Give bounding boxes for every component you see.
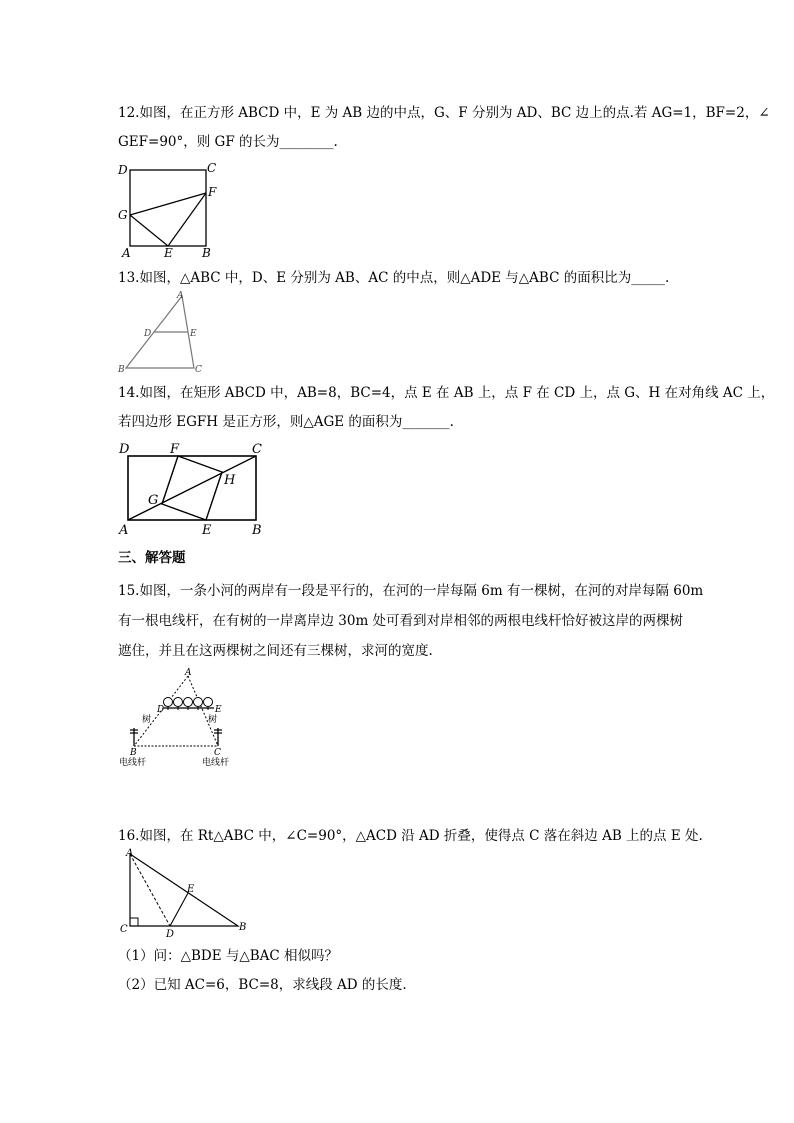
q15-pole-left [130, 728, 138, 746]
q15-sight-line-AC [188, 676, 218, 746]
q16-label-D: D [166, 929, 175, 940]
q15-label-tree-right: 树 [208, 715, 218, 725]
q16-text-line1: 16.如图，在 Rt△ABC 中，∠C=90°，△ACD 沿 AD 折叠，使得点 C 落在斜边 AB 上的点 E 处. [118, 828, 703, 844]
q12-label-G: G [118, 208, 128, 222]
q16-right-angle-mark [130, 918, 138, 926]
q14-label-H: H [224, 473, 236, 488]
q13-figure [116, 290, 212, 374]
q15-label-tree-left: 树 [142, 715, 152, 725]
q15-label-B: B [130, 748, 137, 758]
q15-label-pole-left: 电线杆 [119, 758, 147, 768]
tree-icon [184, 698, 193, 707]
q12-seg-GE [130, 215, 168, 246]
q15-label-D: D [157, 705, 165, 715]
q16-label-E: E [187, 884, 195, 895]
q14-text-line1: 14.如图，在矩形 ABCD 中，AB=8，BC=4，点 E 在 AB 上，点 F 在 CD 上，点 G、H 在对角线 AC 上， [118, 385, 775, 401]
q13-label-D: D [144, 329, 152, 339]
q15-text-line1: 15.如图，一条小河的两岸有一段是平行的，在河的一岸每隔 6m 有一棵树，在河的对岸每隔 60m [118, 583, 704, 599]
q12-label-D: D [118, 163, 128, 177]
q16-figure [116, 848, 252, 940]
q12-label-F: F [208, 185, 217, 199]
q15-label-A: A [185, 668, 192, 678]
tree-icon [204, 698, 213, 707]
q14-label-F: F [170, 442, 180, 457]
q13-text-line1: 13.如图，△ABC 中，D、E 分别为 AB、AC 的中点，则△ADE 与△ABC 的面积比为_____. [118, 270, 670, 286]
q15-label-C: C [214, 748, 221, 758]
q12-seg-GF [130, 193, 206, 215]
q12-label-E: E [164, 246, 173, 260]
q12-label-B: B [202, 246, 211, 260]
q16-subquestion-2: （2）已知 AC=6，BC=8，求线段 AD 的长度. [118, 977, 407, 993]
q12-seg-EF [168, 193, 206, 246]
q14-label-D: D [119, 442, 130, 457]
q14-label-E: E [202, 523, 212, 538]
q14-diagonal-AC [128, 456, 256, 520]
q14-text-line2: 若四边形 EGFH 是正方形，则△AGE 的面积为_______. [118, 414, 454, 430]
q16-label-C: C [120, 924, 128, 935]
q12-label-C: C [207, 161, 217, 175]
q15-pole-right [214, 728, 222, 746]
q13-label-B: B [118, 365, 125, 375]
q16-label-A: A [126, 848, 134, 859]
q13-label-A: A [177, 291, 184, 301]
q15-figure [116, 668, 236, 768]
tree-icon [194, 698, 203, 707]
q14-label-C: C [252, 442, 262, 457]
section-heading: 三、解答题 [118, 550, 186, 566]
q16-subquestion-1: （1）问：△BDE 与△BAC 相似吗？ [118, 948, 339, 964]
q14-label-G: G [148, 493, 159, 508]
q16-triangle [130, 854, 238, 926]
q14-label-A: A [119, 523, 129, 538]
q16-fold-line-AD [130, 854, 170, 926]
q16-label-B: B [239, 922, 247, 933]
q15-text-line3: 遮住，并且在这两棵树之间还有三棵树，求河的宽度. [118, 643, 433, 659]
tree-icon [174, 698, 183, 707]
q12-text-line2: GEF=90°，则 GF 的长为________. [118, 134, 338, 150]
q15-text-line2: 有一根电线杆，在有树的一岸离岸边 30m 处可看到对岸相邻的两根电线杆恰好被这岸的两棵树 [118, 613, 684, 629]
tree-icon [164, 698, 173, 707]
q12-figure [116, 160, 226, 260]
q12-label-A: A [122, 246, 131, 260]
q13-label-E: E [190, 329, 197, 339]
q15-label-E: E [215, 705, 222, 715]
q14-label-B: B [252, 523, 262, 538]
q16-seg-DE [170, 893, 188, 926]
q13-label-C: C [195, 365, 202, 375]
q14-figure [116, 440, 276, 540]
q15-label-pole-right: 电线杆 [202, 758, 230, 768]
q12-text-line1: 12.如图，在正方形 ABCD 中，E 为 AB 边的中点，G、F 分别为 AD、BC 边上的点.若 AG=1，BF=2，∠ [118, 105, 770, 121]
